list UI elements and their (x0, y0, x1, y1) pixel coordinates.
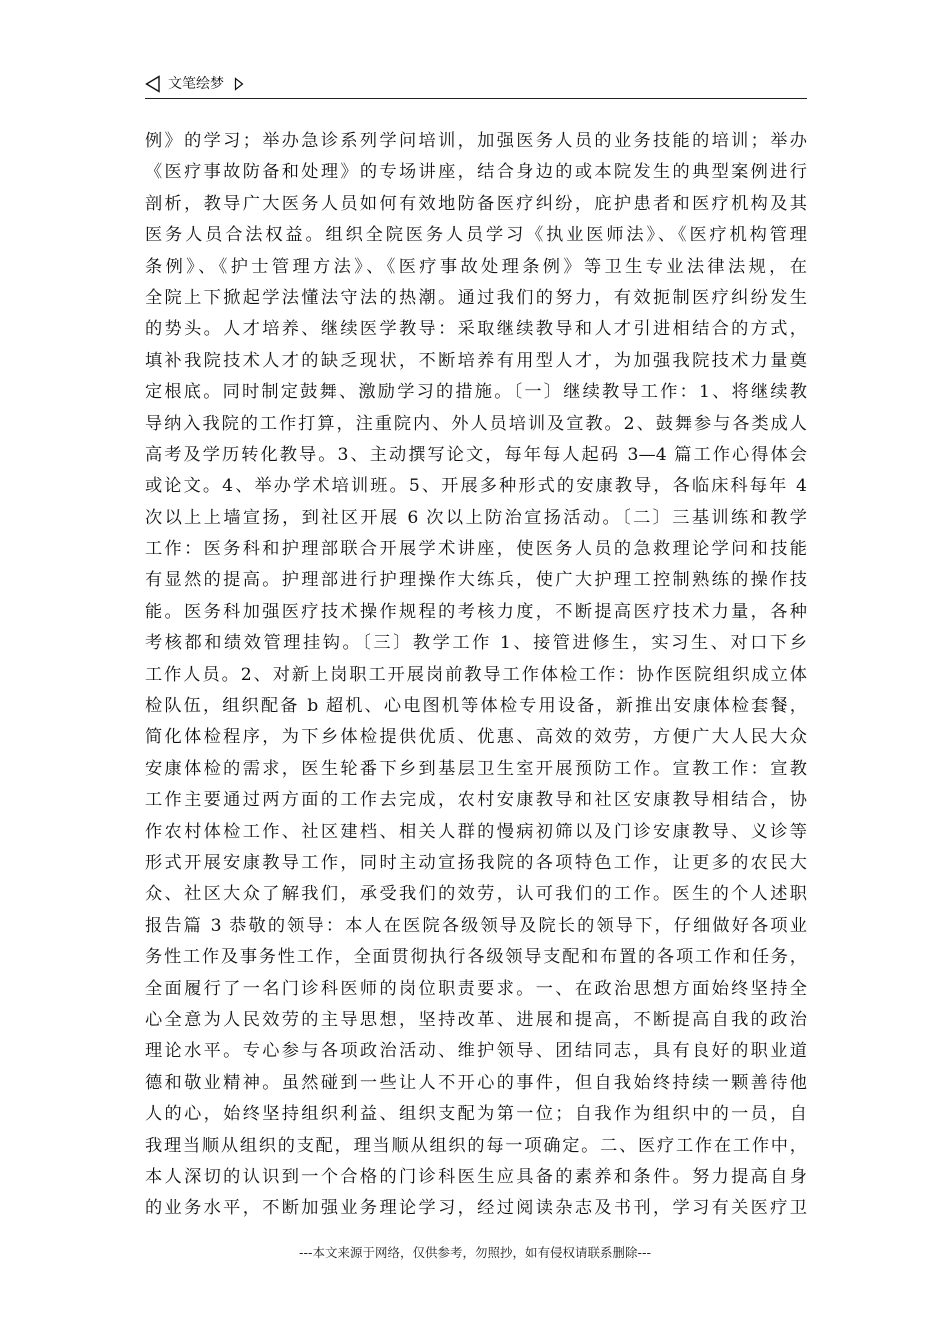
text-line: 本人深切的认识到一个合格的门诊科医生应具备的素养和条件。努力提高自身 (145, 1166, 807, 1187)
footer-notice: ---本文来源于网络，仅供参考，勿照抄，如有侵权请联系删除--- (298, 1245, 652, 1260)
text-line: 全院上下掀起学法懂法守法的热潮。通过我们的努力，有效扼制医疗纠纷发生 (145, 287, 807, 308)
text-line: 高考及学历转化教导。3、主动撰写论文，每年每人起码 3—4 篇工作心得体会 (145, 444, 807, 465)
text-line: 定根底。同时制定鼓舞、激励学习的措施。〔一〕继续教导工作：1、将继续教 (145, 382, 807, 403)
triangle-right-outline-icon (234, 77, 244, 91)
text-line: 众、社区大众了解我们，承受我们的效劳，认可我们的工作。医生的个人述职 (145, 884, 807, 905)
page-header (145, 74, 807, 99)
text-line: 我理当顺从组织的支配，理当顺从组织的每一项确定。二、医疗工作在工作中， (145, 1135, 807, 1156)
text-line: 次以上上墙宣扬，到社区开展 6 次以上防治宣扬活动。〔二〕三基训练和教学 (145, 507, 807, 528)
header-title: 文笔绘梦 (168, 76, 224, 92)
text-line: 德和敬业精神。虽然碰到一些让人不开心的事件，但自我始终持续一颗善待他 (145, 1072, 807, 1093)
text-line: 全面履行了一名门诊科医师的岗位职责要求。一、在政治思想方面始终坚持全 (145, 978, 807, 999)
text-line: 工作人员。2、对新上岗职工开展岗前教导工作体检工作：协作医院组织成立体 (145, 664, 807, 685)
text-line: 人的心，始终坚持组织利益、组织支配为第一位；自我作为组织中的一员，自 (145, 1104, 807, 1125)
text-line: 形式开展安康教导工作，同时主动宣扬我院的各项特色工作，让更多的农民大 (145, 852, 807, 873)
text-line: 务性工作及事务性工作，全面贯彻执行各级领导支配和布置的各项工作和任务， (145, 947, 807, 968)
text-line: 的势头。人才培养、继续医学教导：采取继续教导和人才引进相结合的方式， (145, 319, 807, 340)
text-line: 医务人员合法权益。组织全院医务人员学习《执业医师法》、《医疗机构管理 (145, 225, 807, 246)
text-line: 有显然的提高。护理部进行护理操作大练兵，使广大护理工控制熟练的操作技 (145, 570, 807, 591)
text-line: 剖析，教导广大医务人员如何有效地防备医疗纠纷，庇护患者和医疗机构及其 (145, 193, 807, 214)
text-line: 导纳入我院的工作打算，注重院内、外人员培训及宣教。2、鼓舞参与各类成人 (145, 413, 807, 434)
text-line: 检队伍，组织配备 b 超机、心电图机等体检专用设备，新推出安康体检套餐， (145, 696, 807, 717)
triangle-left-outline-icon (145, 75, 161, 93)
text-line: 理论水平。专心参与各项政治活动、维护领导、团结同志，具有良好的职业道 (145, 1041, 807, 1062)
text-line: 能。医务科加强医疗技术操作规程的考核力度，不断提高医疗技术力量，各种 (145, 601, 807, 622)
text-line: 心全意为人民效劳的主导思想，坚持改革、进展和提高，不断提高自我的政治 (145, 1009, 807, 1030)
text-line: 考核都和绩效管理挂钩。〔三〕教学工作 1、接管进修生，实习生、对口下乡 (145, 633, 807, 654)
text-line: 例》的学习；举办急诊系列学问培训，加强医务人员的业务技能的培训；举办 (145, 131, 807, 151)
text-line: 工作主要通过两方面的工作去完成，农村安康教导和社区安康教导相结合，协 (145, 790, 807, 811)
text-line: 填补我院技术人才的缺乏现状，不断培养有用型人才，为加强我院技术力量奠 (145, 350, 807, 371)
text-line: 安康体检的需求，医生轮番下乡到基层卫生室开展预防工作。宣教工作：宣教 (145, 758, 807, 779)
body-text (145, 126, 807, 1225)
text-line: 条例》、《护士管理方法》、《医疗事故处理条例》等卫生专业法律法规，在 (145, 256, 807, 277)
text-line: 《医疗事故防备和处理》的专场讲座，结合身边的或本院发生的典型案例进行 (145, 162, 807, 183)
text-line: 简化体检程序，为下乡体检提供优质、优惠、高效的效劳，方便广大人民大众 (145, 727, 807, 748)
text-line: 报告篇 3 恭敬的领导：本人在医院各级领导及院长的领导下，仔细做好各项业 (145, 915, 807, 936)
text-line: 作农村体检工作、社区建档、相关人群的慢病初筛以及门诊安康教导、义诊等 (145, 821, 807, 842)
text-line: 工作：医务科和护理部联合开展学术讲座，使医务人员的急救理论学问和技能 (145, 539, 807, 560)
text-line: 或论文。4、举办学术培训班。5、开展多种形式的安康教导，各临床科每年 4 (145, 476, 807, 497)
text-line: 的业务水平，不断加强业务理论学习，经过阅读杂志及书刊，学习有关医疗卫 (145, 1198, 807, 1219)
